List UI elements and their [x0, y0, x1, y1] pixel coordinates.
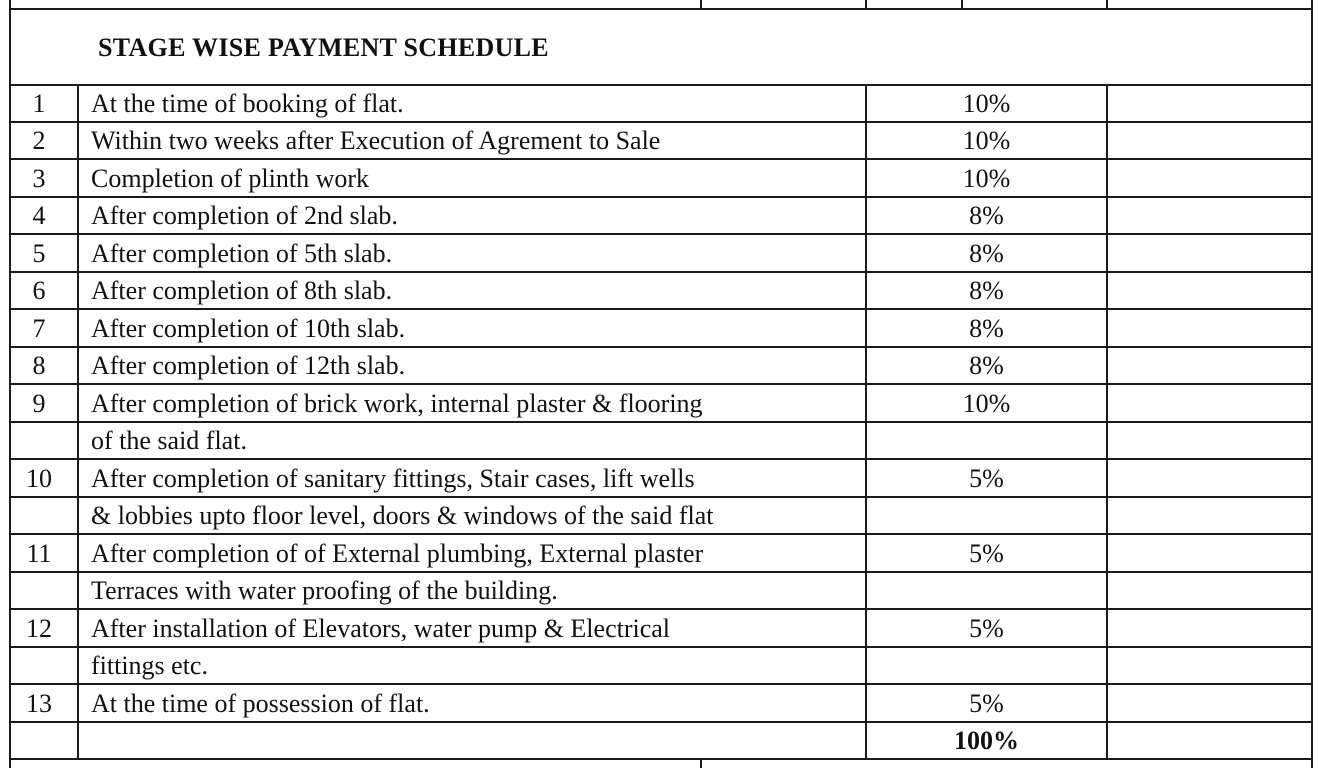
- row-divider: [9, 233, 1313, 235]
- row-number: 1: [32, 89, 46, 118]
- row-percent: 5%: [969, 689, 1004, 718]
- row-stage: After completion of 5th slab.: [91, 239, 393, 268]
- total-percent: 100%: [954, 726, 1019, 755]
- row-number: 4: [32, 201, 46, 230]
- row-stage: After completion of 10th slab.: [91, 314, 406, 343]
- row-percent: 8%: [969, 351, 1004, 380]
- next-table-divider: [700, 759, 702, 768]
- row-number: 6: [32, 276, 46, 305]
- row-divider: [9, 84, 1313, 86]
- row-number: 2: [32, 126, 46, 155]
- row-percent: 8%: [969, 276, 1004, 305]
- row-number: 8: [32, 351, 46, 380]
- row-stage: Within two weeks after Execution of Agrement to Sale: [91, 126, 661, 155]
- row-stage: Completion of plinth work: [91, 164, 370, 193]
- row-stage: After completion of of External plumbing, External plaster: [91, 539, 704, 568]
- table-border-bottom: [9, 758, 1313, 760]
- row-number: 9: [32, 389, 46, 418]
- row-stage: At the time of booking of flat.: [91, 89, 404, 118]
- row-divider: [9, 608, 1313, 610]
- row-number: 5: [32, 239, 46, 268]
- row-percent: 10%: [962, 89, 1011, 118]
- row-percent: 8%: [969, 201, 1004, 230]
- row-divider: [9, 721, 1313, 723]
- row-number: 10: [26, 464, 52, 493]
- row-divider: [9, 646, 1313, 648]
- row-stage-continued: & lobbies upto floor level, doors & windows of the said flat: [91, 501, 714, 530]
- row-divider: [9, 121, 1313, 123]
- row-divider: [9, 158, 1313, 160]
- row-divider: [9, 196, 1313, 198]
- row-divider: [9, 458, 1313, 460]
- schedule-title: STAGE WISE PAYMENT SCHEDULE: [98, 33, 549, 62]
- row-stage: After completion of brick work, internal plaster & flooring: [91, 389, 703, 418]
- row-divider: [9, 683, 1313, 685]
- row-stage-continued: Terraces with water proofing of the building.: [91, 576, 558, 605]
- row-percent: 5%: [969, 614, 1004, 643]
- row-stage: After completion of 12th slab.: [91, 351, 406, 380]
- row-divider: [9, 271, 1313, 273]
- row-stage: After completion of 2nd slab.: [91, 201, 398, 230]
- row-percent: 8%: [969, 314, 1004, 343]
- row-percent: 5%: [969, 539, 1004, 568]
- row-stage: After completion of 8th slab.: [91, 276, 393, 305]
- row-number: 13: [26, 689, 52, 718]
- row-divider: [9, 496, 1313, 498]
- row-percent: 8%: [969, 239, 1004, 268]
- row-stage-continued: fittings etc.: [91, 651, 208, 680]
- row-divider: [9, 533, 1313, 535]
- row-number: 12: [26, 614, 52, 643]
- row-divider: [9, 571, 1313, 573]
- row-divider: [9, 421, 1313, 423]
- row-number: 7: [32, 314, 46, 343]
- row-divider: [9, 308, 1313, 310]
- row-stage: After completion of sanitary fittings, Stair cases, lift wells: [91, 464, 695, 493]
- row-divider: [9, 346, 1313, 348]
- row-percent: 5%: [969, 464, 1004, 493]
- table-border-top: [9, 8, 1313, 10]
- row-number: 3: [32, 164, 46, 193]
- row-number: 11: [26, 539, 52, 568]
- row-stage: After installation of Elevators, water pump & Electrical: [91, 614, 671, 643]
- row-percent: 10%: [962, 164, 1011, 193]
- row-divider: [9, 383, 1313, 385]
- row-stage: At the time of possession of flat.: [91, 689, 430, 718]
- row-stage-continued: of the said flat.: [91, 426, 247, 455]
- row-percent: 10%: [962, 389, 1011, 418]
- row-percent: 10%: [962, 126, 1011, 155]
